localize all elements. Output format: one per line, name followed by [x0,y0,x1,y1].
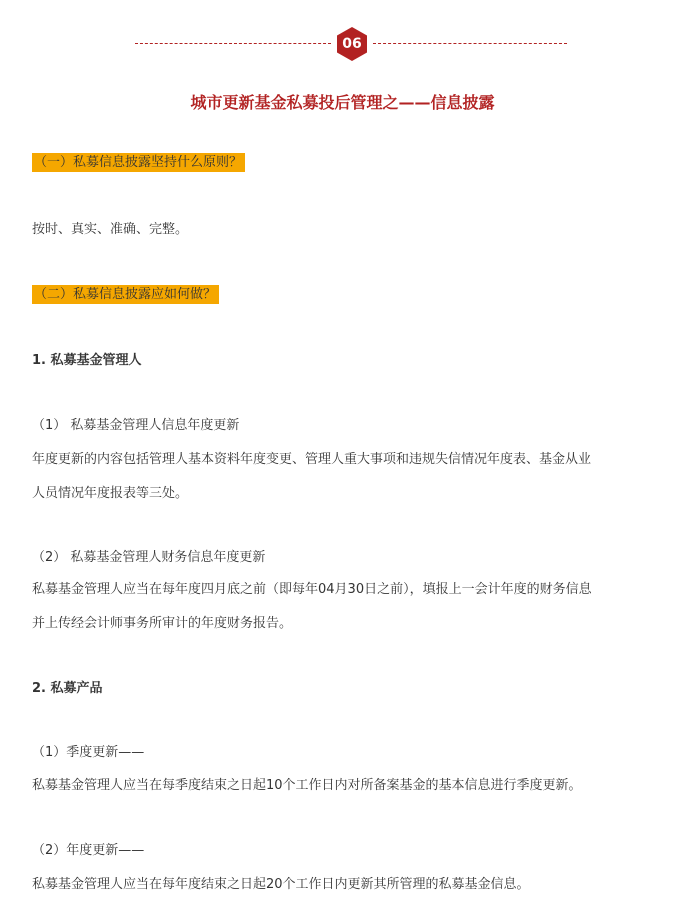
part-1-item-2-heading: （2） 私募基金管理人财务信息年度更新 [32,550,266,565]
question-1-answer: 按时、真实、准确、完整。 [32,222,189,237]
section-number-badge [334,26,370,62]
part-1-item-2-line-2: 并上传经会计师事务所审计的年度财务报告。 [32,616,293,631]
part-1-item-1-heading: （1） 私募基金管理人信息年度更新 [32,418,240,433]
part-1-item-1-line-2: 人员情况年度报表等三处。 [32,486,189,501]
article-title: 城市更新基金私募投后管理之——信息披露 [190,93,495,112]
part-2-item-2-line-1: 私募基金管理人应当在每年度结束之日起20个工作日内更新其所管理的私募基金信息。 [32,877,530,892]
question-1-heading: （一）私募信息披露坚持什么原则？ [32,153,245,172]
section-divider [0,26,685,62]
section-number: 06 [342,36,362,52]
part-1-item-2-line-1: 私募基金管理人应当在每年度四月底之前（即每年04月30日之前），填报上一会计年度的财务信息 [32,582,592,597]
divider-line-left [135,43,331,44]
part-2-item-1-heading: （1）季度更新—— [32,745,145,760]
part-2-heading: 2. 私募产品 [32,681,103,696]
part-2-item-2-heading: （2）年度更新—— [32,843,145,858]
part-2-item-1-line-1: 私募基金管理人应当在每季度结束之日起10个工作日内对所备案基金的基本信息进行季度更新。 [32,778,582,793]
question-2-heading: （二）私募信息披露应如何做？ [32,285,219,304]
divider-line-right [373,43,567,44]
part-1-heading: 1. 私募基金管理人 [32,353,142,368]
part-1-item-1-line-1: 年度更新的内容包括管理人基本资料年度变更、管理人重大事项和违规失信情况年度表、基金从业 [32,452,592,467]
